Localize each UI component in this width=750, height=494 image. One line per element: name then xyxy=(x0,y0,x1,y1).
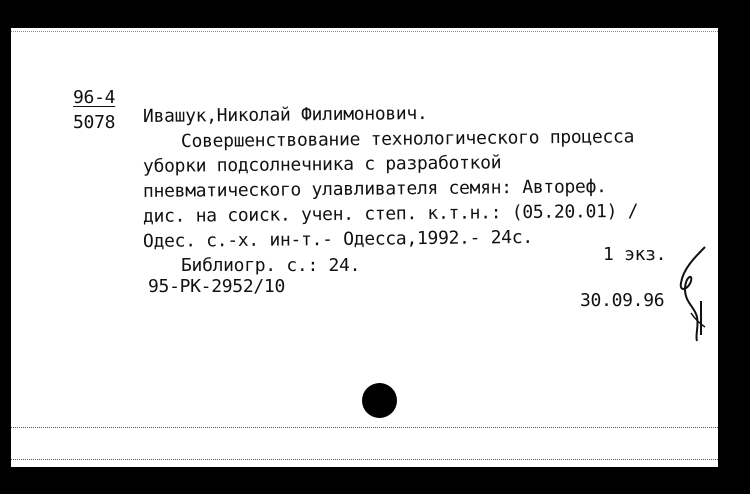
punch-hole xyxy=(362,383,397,418)
copies-count: 1 экз. xyxy=(603,244,667,265)
title-line-2: уборки подсолнечника с разработкой xyxy=(142,152,502,177)
registration-number: 95-РК-2952/10 xyxy=(148,276,285,297)
card-top-edge xyxy=(11,31,718,32)
catalog-date: 30.09.96 xyxy=(580,290,665,311)
title-line-4: дис. на соиск. учен. степ. к.т.н.: (05.20.01) / xyxy=(142,200,639,227)
catalog-card xyxy=(11,28,718,467)
handwritten-signature xyxy=(661,243,713,343)
shelf-mark: 96-4 xyxy=(73,87,116,108)
author-heading: Ивашук,Николай Филимонович. xyxy=(142,103,428,127)
bottom-edge-line xyxy=(11,459,718,460)
inventory-number: 5078 xyxy=(73,112,116,133)
title-line-1: Совершенствование технологического процесса xyxy=(180,126,635,152)
bottom-divider-line xyxy=(11,427,718,428)
bibliography-note: Библиогр. с.: 24. xyxy=(181,255,361,276)
title-line-3: пневматического улавливателя семян: Автореф. xyxy=(142,176,607,202)
title-line-5: Одес. с.-х. ин-т.- Одесса,1992.- 24с. xyxy=(142,226,533,252)
